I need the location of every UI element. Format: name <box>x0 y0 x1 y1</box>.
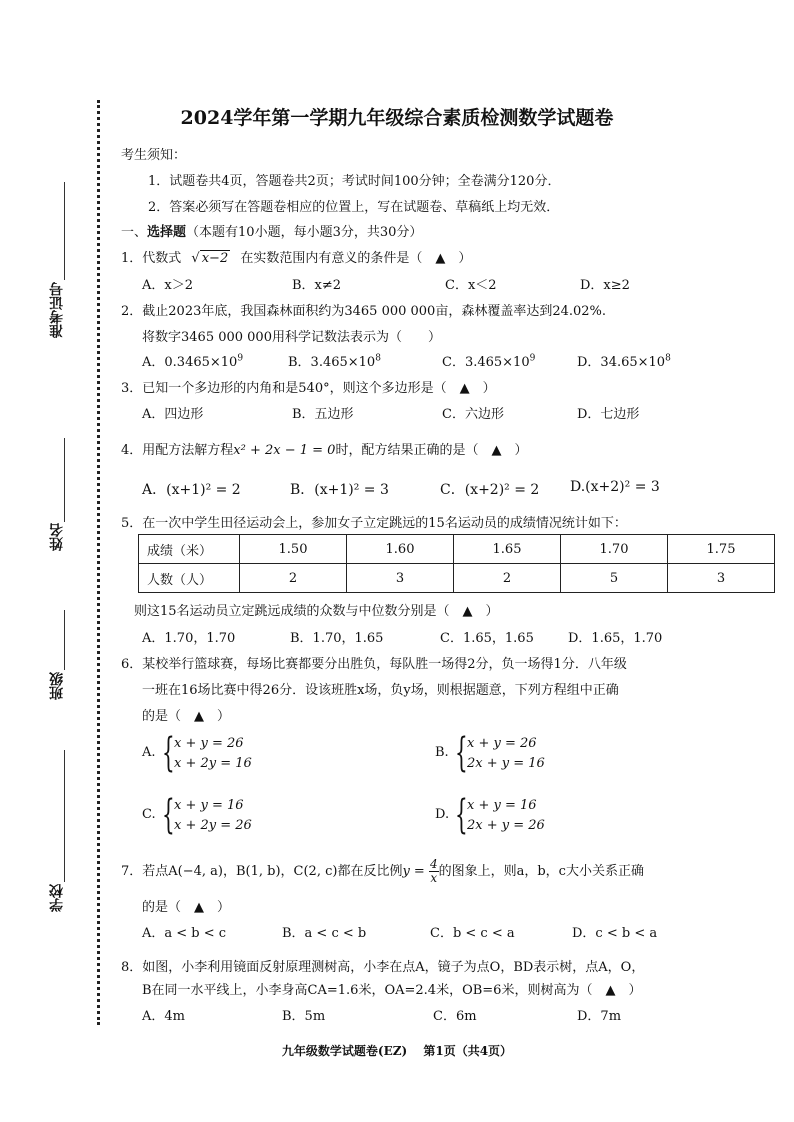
brace-icon: { <box>162 792 175 838</box>
question-3-stem: 3．已知一个多边形的内角和是540°，则这个多边形是（ ▲ ） <box>121 381 496 396</box>
table-cell: 3 <box>347 564 454 593</box>
q6-d-eq2: 2x + y = 26 <box>467 818 545 833</box>
score-table <box>138 534 775 593</box>
q4-option-d[interactable]: D.(x+2)² = 3 <box>570 479 660 495</box>
table-cell: 1.50 <box>240 535 347 564</box>
q4-option-a[interactable]: A．(x+1)² = 2 <box>142 482 241 498</box>
q2-option-d-exp: 8 <box>665 353 671 364</box>
table-cell: 1.75 <box>668 535 775 564</box>
q2-option-d-base: D．34.65×10 <box>577 355 666 370</box>
section-name: 选择题 <box>147 225 187 240</box>
q3-option-d[interactable]: D．七边形 <box>577 407 640 422</box>
question-7-line2: 的是（ ▲ ） <box>142 900 230 915</box>
q6-option-c-system[interactable] <box>162 792 272 838</box>
question-6-line3: 的是（ ▲ ） <box>142 709 230 724</box>
question-8-line1: 8．如图，小李利用镜面反射原理测树高，小李在点A，镜子为点O，BD表示树，点A，O， <box>121 960 645 975</box>
section-desc: （本题有10小题，每小题3分，共30分） <box>186 225 423 240</box>
table-header-count: 人数（人） <box>139 564 240 593</box>
q6-a-eq2: x + 2y = 16 <box>174 756 252 771</box>
q6-b-eq1: x + y = 26 <box>467 736 537 751</box>
q2-option-c[interactable] <box>442 351 535 370</box>
q6-option-c-label[interactable]: C. <box>142 807 156 822</box>
binding-dotted-line <box>97 100 100 1025</box>
q2-option-d[interactable] <box>577 351 671 370</box>
question-4-stem <box>121 439 527 458</box>
question-2-line1: 2．截止2023年底，我国森林面积约为3465 000 000亩，森林覆盖率达到24.02%. <box>121 304 607 319</box>
q1-radicand: x−2 <box>201 251 229 266</box>
q1-option-a[interactable]: A．x＞2 <box>142 278 193 293</box>
q7-option-b[interactable]: B．a < c < b <box>282 926 367 941</box>
table-cell: 2 <box>454 564 561 593</box>
q1-option-b[interactable]: B．x≠2 <box>292 278 342 293</box>
question-5-stem: 5．在一次中学生田径运动会上，参加女子立定跳远的15名运动员的成绩情况统计如下： <box>121 516 627 531</box>
q7-option-c[interactable]: C．b < c < a <box>430 926 515 941</box>
q6-d-eq1: x + y = 16 <box>467 798 537 813</box>
q6-b-eq2: 2x + y = 16 <box>467 756 545 771</box>
q8-option-d[interactable]: D．7m <box>577 1009 622 1024</box>
brace-icon: { <box>455 792 468 838</box>
q7-func-prefix: y = <box>402 864 425 879</box>
q6-option-b-label[interactable]: B. <box>435 745 449 760</box>
q1-option-c[interactable]: C．x＜2 <box>445 278 497 293</box>
notice-heading: 考生须知： <box>121 148 187 163</box>
page-title: 2024学年第一学期九年级综合素质检测数学试题卷 <box>180 107 614 129</box>
question-8-line2: B在同一水平线上，小李身高CA=1.6米，OA=2.4米，OB=6米，则树高为（ ▲ ） <box>142 983 642 998</box>
q2-option-b-exp: 8 <box>375 353 381 364</box>
q7-option-a[interactable]: A．a < b < c <box>142 926 227 941</box>
class-label: 班级 <box>49 672 65 700</box>
notice-item-1: 1．试题卷共4页，答题卷共2页；考试时间100分钟；全卷满分120分． <box>148 174 561 189</box>
q7-stem-b: 的图象上，则a，b，c大小关系正确 <box>438 864 644 879</box>
table-row <box>139 535 775 564</box>
school-label: 学校 <box>49 884 65 912</box>
admission-field-line[interactable] <box>64 182 65 280</box>
section-heading <box>121 221 422 240</box>
q2-option-b[interactable] <box>288 351 381 370</box>
q2-option-a-base: A．0.3465×10 <box>142 355 238 370</box>
table-cell: 1.70 <box>561 535 668 564</box>
q8-option-b[interactable]: B．5m <box>282 1009 326 1024</box>
q2-option-a-exp: 9 <box>237 353 244 364</box>
q6-option-a-system[interactable] <box>162 730 272 776</box>
q6-a-eq1: x + y = 26 <box>174 736 244 751</box>
school-field-line[interactable] <box>64 750 65 882</box>
q7-frac-num: 4 <box>429 857 438 871</box>
question-1-stem: 1．代数式 √ x−2 在实数范围内有意义的条件是（ ▲ ） <box>121 251 472 266</box>
q7-frac-den: x <box>430 871 438 885</box>
q1-stem-b: 在实数范围内有意义的条件是（ ▲ ） <box>240 251 472 266</box>
q3-option-b[interactable]: B．五边形 <box>292 407 354 422</box>
q4-stem-a: 4．用配方法解方程 <box>121 443 234 458</box>
q4-option-b[interactable]: B．(x+1)² = 3 <box>290 482 389 498</box>
q4-equation: x² + 2x − 1 = 0 <box>233 443 336 458</box>
name-field-line[interactable] <box>64 438 65 522</box>
q6-option-d-system[interactable] <box>455 792 565 838</box>
question-6-line2: 一班在16场比赛中得26分．设该班胜x场，负y场，则根据题意，下列方程组中正确 <box>142 683 619 698</box>
q7-stem-a: 7．若点A(−4, a)，B(1, b)，C(2, c)都在反比例 <box>121 864 403 879</box>
q5-option-a[interactable]: A．1.70，1.70 <box>142 631 236 646</box>
q8-option-a[interactable]: A．4m <box>142 1009 185 1024</box>
q2-option-c-exp: 9 <box>529 353 536 364</box>
q2-option-a[interactable] <box>142 351 243 370</box>
q2-option-b-base: B．3.465×10 <box>288 355 376 370</box>
page-footer: 九年级数学试题卷(EZ) 第1页（共4页） <box>281 1044 513 1058</box>
q7-option-d[interactable]: D．c < b < a <box>572 926 658 941</box>
q7-fraction <box>429 858 439 885</box>
q1-stem-a: 1．代数式 <box>121 251 182 266</box>
name-label: 姓名 <box>49 523 65 551</box>
brace-icon: { <box>455 730 468 776</box>
class-field-line[interactable] <box>64 610 65 670</box>
q3-option-c[interactable]: C．六边形 <box>442 407 504 422</box>
q8-option-c[interactable]: C．6m <box>433 1009 477 1024</box>
table-cell: 3 <box>668 564 775 593</box>
q5-option-c[interactable]: C．1.65，1.65 <box>440 631 534 646</box>
question-6-line1: 6．某校举行篮球赛，每场比赛都要分出胜负，每队胜一场得2分，负一场得1分．八年级 <box>121 657 627 672</box>
admission-label: 准考证号 <box>49 282 65 338</box>
q5-option-b[interactable]: B．1.70，1.65 <box>290 631 384 646</box>
q3-option-a[interactable]: A．四边形 <box>142 407 204 422</box>
q6-option-d-label[interactable]: D. <box>435 807 450 822</box>
q6-c-eq1: x + y = 16 <box>174 798 244 813</box>
q4-stem-b: 时，配方结果正确的是（ ▲ ） <box>335 443 528 458</box>
table-cell: 5 <box>561 564 668 593</box>
table-cell: 2 <box>240 564 347 593</box>
section-prefix: 一、 <box>121 225 148 240</box>
table-row <box>139 564 775 593</box>
question-7-stem <box>121 858 644 885</box>
q6-c-eq2: x + 2y = 26 <box>174 818 252 833</box>
question-2-line2: 将数字3465 000 000用科学记数法表示为（ ） <box>142 330 441 345</box>
table-cell: 1.65 <box>454 535 561 564</box>
table-header-score: 成绩（米） <box>139 535 240 564</box>
question-5-follow: 则这15名运动员立定跳远成绩的众数与中位数分别是（ ▲ ） <box>134 604 499 619</box>
brace-icon: { <box>162 730 175 776</box>
table-cell: 1.60 <box>347 535 454 564</box>
q1-option-d[interactable]: D．x≥2 <box>580 278 630 293</box>
q2-option-c-base: C．3.465×10 <box>442 355 530 370</box>
q6-option-a-label[interactable]: A. <box>142 745 156 760</box>
q5-option-d[interactable]: D．1.65，1.70 <box>568 631 663 646</box>
q4-option-c[interactable]: C．(x+2)² = 2 <box>440 482 540 498</box>
q6-option-b-system[interactable] <box>455 730 565 776</box>
notice-item-2: 2．答案必须写在答题卷相应的位置上，写在试题卷、草稿纸上均无效． <box>148 200 560 215</box>
